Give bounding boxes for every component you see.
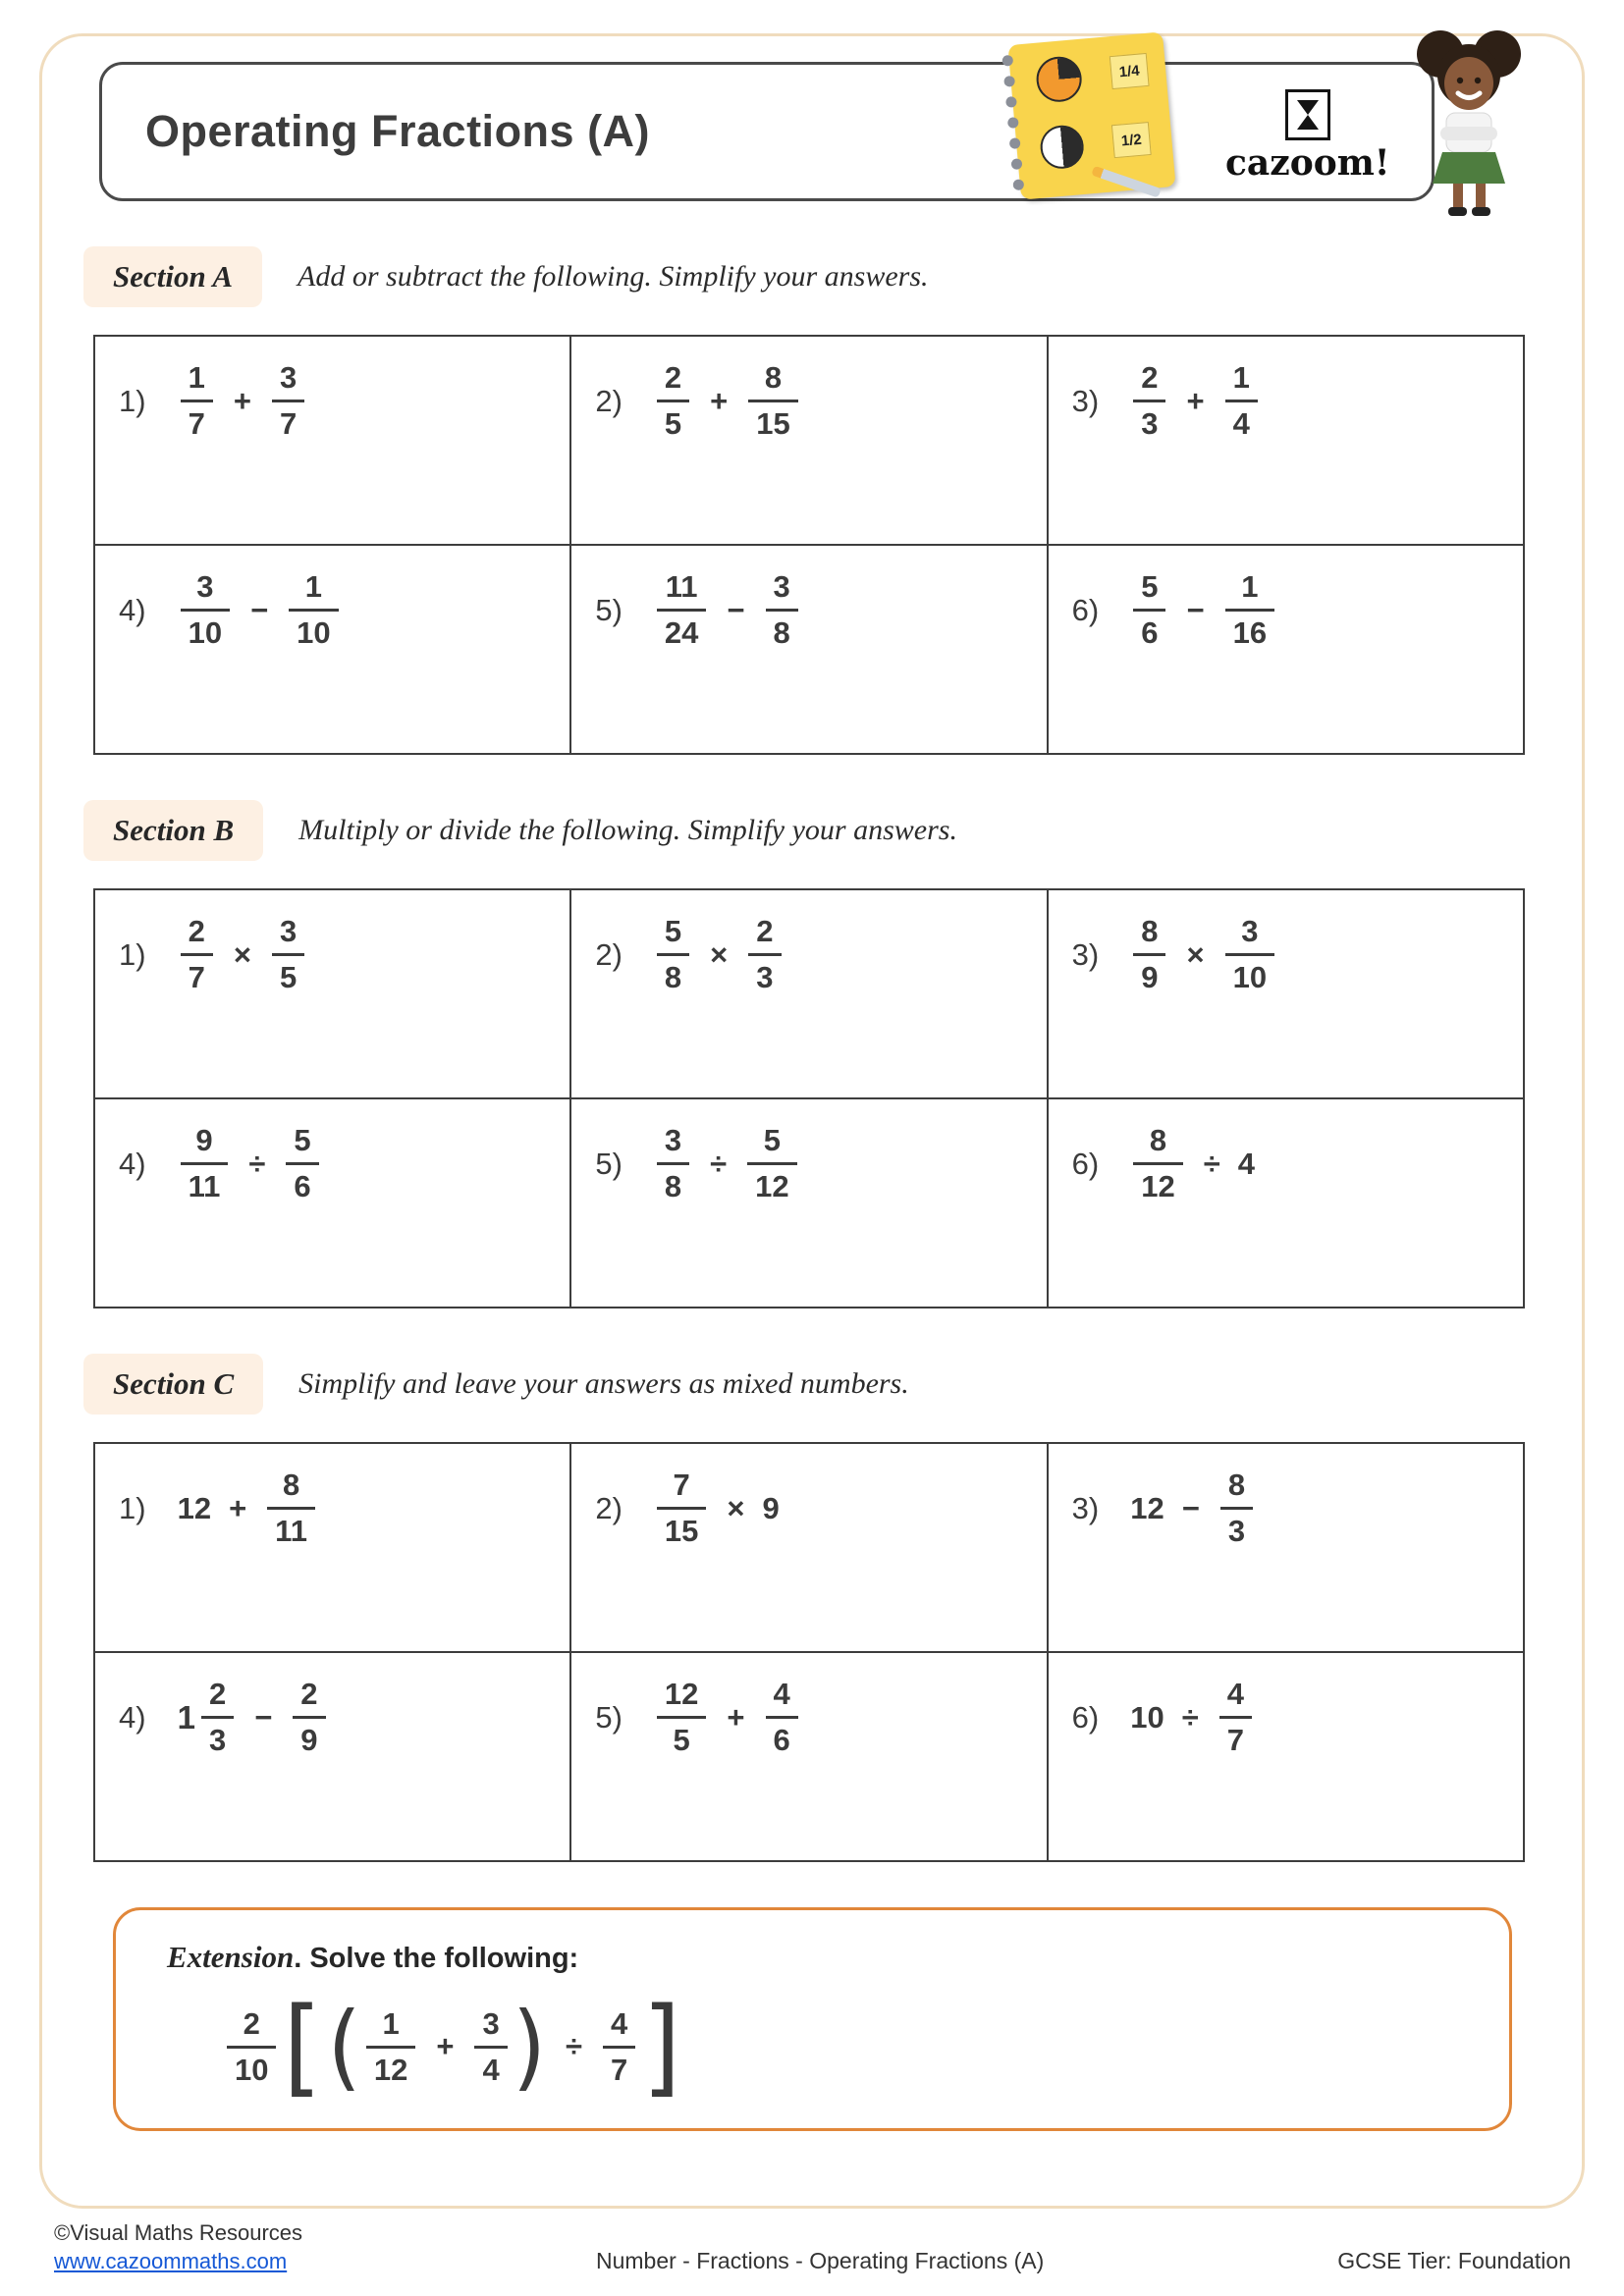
- problem-number: 1): [119, 1490, 146, 1525]
- notepad-quarter-label: 1/4: [1110, 53, 1150, 89]
- fraction-denominator: 8: [773, 615, 790, 650]
- operator: ÷: [1203, 1146, 1220, 1181]
- fraction-denominator: 5: [279, 960, 298, 994]
- section-instruction: Add or subtract the following. Simplify your answers.: [298, 260, 929, 293]
- girl-illustration: [1405, 27, 1533, 223]
- whole-number: 12: [1130, 1490, 1164, 1525]
- fraction: [1133, 569, 1165, 651]
- problem-number: 4): [119, 1146, 146, 1181]
- fraction-numerator: 4: [766, 1677, 798, 1719]
- fraction: [657, 1468, 706, 1549]
- fraction-numerator: 11: [657, 569, 706, 612]
- operator: ÷: [566, 2029, 583, 2063]
- mixed-whole: 1: [177, 1698, 195, 1735]
- operator: −: [1186, 592, 1205, 627]
- fraction-numerator: 5: [657, 914, 689, 956]
- problem-expression: [178, 1468, 318, 1549]
- fraction-numerator: 3: [272, 360, 304, 402]
- fraction-numerator: 3: [657, 1123, 689, 1165]
- problem-expression: [654, 914, 785, 995]
- problem-cell: [570, 545, 1047, 754]
- fraction-numerator: 1: [181, 360, 213, 402]
- fraction-denominator: 5: [673, 1723, 690, 1757]
- fraction: [293, 1677, 325, 1758]
- problem-expression: [178, 569, 342, 651]
- problem-expression: [178, 1123, 322, 1204]
- whole-number: 9: [762, 1490, 780, 1525]
- problem-expression: [1130, 1677, 1255, 1758]
- problem-number: 5): [595, 1146, 623, 1181]
- problem-expression: [178, 914, 308, 995]
- problem-cell: [1048, 1098, 1524, 1308]
- fraction: [181, 914, 213, 995]
- footer-url-link[interactable]: www.cazoommaths.com: [54, 2249, 288, 2273]
- fraction: [1133, 914, 1165, 995]
- fraction-denominator: 12: [755, 1169, 789, 1203]
- parenthesis: ): [512, 1992, 547, 2102]
- fraction: [1219, 1677, 1252, 1758]
- fraction: [272, 914, 304, 995]
- fraction-denominator: 7: [611, 2052, 628, 2087]
- problem-cell: [94, 545, 570, 754]
- problem-number: 6): [1071, 592, 1100, 627]
- fraction-numerator: 5: [1133, 569, 1165, 612]
- fraction: [286, 1123, 318, 1204]
- fraction-numerator: 7: [657, 1468, 706, 1510]
- fraction: [1225, 360, 1258, 442]
- extension-expression: [224, 1984, 1470, 2109]
- fraction: [1225, 569, 1274, 651]
- problem-expression: [178, 1677, 329, 1758]
- logo-text: cazoom!: [1225, 142, 1390, 184]
- whole-number: 12: [177, 1490, 212, 1525]
- extension-instruction: . Solve the following:: [294, 1943, 579, 1974]
- bracket: ]: [642, 1984, 681, 2109]
- problem-cell: [1048, 545, 1524, 754]
- fraction-denominator: 8: [664, 1169, 682, 1203]
- fraction-numerator: 8: [1133, 1123, 1182, 1165]
- operator: ÷: [248, 1146, 266, 1181]
- fraction: [748, 360, 797, 442]
- fraction-numerator: 4: [603, 2006, 635, 2049]
- problem-cell: [94, 1652, 570, 1861]
- section-label: Section B: [83, 800, 263, 861]
- fraction-denominator: 9: [300, 1723, 318, 1757]
- problem-cell: [94, 336, 570, 545]
- cazoom-logo: [1225, 89, 1390, 184]
- fraction: [657, 360, 689, 442]
- operator: −: [727, 592, 745, 627]
- fraction-denominator: 10: [235, 2052, 269, 2087]
- problem-cell: [570, 336, 1047, 545]
- operator: ×: [710, 936, 729, 972]
- problem-number: 1): [119, 383, 146, 418]
- section-a: [42, 246, 1582, 755]
- hourglass-icon: [1285, 89, 1330, 140]
- fraction-numerator: 5: [286, 1123, 318, 1165]
- fraction-numerator: 2: [181, 914, 213, 956]
- fraction-denominator: 10: [1232, 960, 1268, 994]
- problem-number: 2): [595, 1490, 623, 1525]
- fraction-denominator: 15: [664, 1514, 699, 1548]
- fraction-denominator: 6: [773, 1723, 790, 1757]
- footer-left: [54, 2220, 302, 2274]
- problems-table: [93, 1442, 1525, 1862]
- problem-number: 4): [119, 592, 146, 627]
- fraction-numerator: 3: [474, 2006, 507, 2049]
- fraction-numerator: 8: [267, 1468, 315, 1510]
- fraction-numerator: 3: [1225, 914, 1274, 956]
- mixed-number: [178, 1677, 238, 1758]
- problem-number: 2): [595, 383, 623, 418]
- fraction-numerator: 12: [657, 1677, 706, 1719]
- fraction: [657, 1123, 689, 1204]
- fraction: [201, 1677, 234, 1758]
- problem-expression: [1130, 360, 1261, 442]
- fraction-denominator: 3: [1141, 406, 1159, 441]
- operator: +: [727, 1699, 745, 1735]
- fraction-denominator: 16: [1232, 615, 1268, 650]
- operator: +: [233, 383, 251, 418]
- section-b: [42, 800, 1582, 1308]
- fraction: [748, 914, 781, 995]
- operator: ×: [727, 1490, 745, 1525]
- problems-table: [93, 888, 1525, 1308]
- section-instruction: Simplify and leave your answers as mixed numbers.: [298, 1367, 909, 1400]
- operator: +: [436, 2029, 455, 2063]
- fraction: [289, 569, 338, 651]
- footer-copyright: ©Visual Maths Resources: [54, 2220, 303, 2245]
- fraction-numerator: 8: [1220, 1468, 1253, 1510]
- problem-expression: [178, 360, 308, 442]
- operator: ÷: [710, 1146, 728, 1181]
- problem-expression: [1130, 1123, 1255, 1204]
- notepad-icon: [1007, 31, 1175, 199]
- section-instruction: Multiply or divide the following. Simplify your answers.: [298, 814, 957, 846]
- fraction: [267, 1468, 315, 1549]
- whole-number: 10: [1130, 1699, 1164, 1735]
- page-title: Operating Fractions (A): [145, 106, 651, 156]
- section-label: Section A: [83, 246, 262, 307]
- problem-number: 4): [119, 1699, 146, 1735]
- fraction: [227, 2006, 276, 2088]
- fraction-numerator: 4: [1219, 1677, 1252, 1719]
- operator: −: [1181, 1490, 1200, 1525]
- section-c: [42, 1354, 1582, 1862]
- problems-table: [93, 335, 1525, 755]
- problem-cell: [1048, 336, 1524, 545]
- problem-number: 6): [1071, 1146, 1100, 1181]
- operator: −: [250, 592, 269, 627]
- bracket: [: [283, 1984, 322, 2109]
- fraction-denominator: 12: [1141, 1169, 1175, 1203]
- quarter-pie-icon: [1035, 55, 1084, 104]
- fraction: [366, 2006, 415, 2088]
- fraction-denominator: 15: [756, 406, 790, 441]
- fraction-numerator: 8: [1133, 914, 1165, 956]
- problem-number: 3): [1071, 1490, 1100, 1525]
- fraction-numerator: 2: [748, 914, 781, 956]
- fraction-numerator: 3: [766, 569, 798, 612]
- fraction-denominator: 9: [1141, 960, 1159, 994]
- section-b-head: [83, 800, 1582, 861]
- problem-number: 3): [1071, 936, 1100, 972]
- whole-number: 4: [1237, 1146, 1255, 1181]
- operator: −: [254, 1699, 273, 1735]
- fraction-denominator: 3: [1227, 1514, 1246, 1548]
- fraction-denominator: 7: [188, 406, 205, 441]
- problem-cell: [570, 1443, 1047, 1652]
- problem-expression: [654, 1677, 801, 1758]
- operator: +: [710, 383, 729, 418]
- fraction-numerator: 3: [181, 569, 230, 612]
- operator: +: [1186, 383, 1205, 418]
- fraction-denominator: 3: [208, 1723, 227, 1757]
- operator: ×: [1186, 936, 1205, 972]
- fraction-numerator: 1: [1225, 360, 1258, 402]
- fraction-numerator: 1: [1225, 569, 1274, 612]
- fraction: [657, 569, 706, 651]
- fraction: [747, 1123, 796, 1204]
- section-a-head: [83, 246, 1582, 307]
- fraction: [603, 2006, 635, 2088]
- fraction-numerator: 1: [289, 569, 338, 612]
- section-c-head: [83, 1354, 1582, 1415]
- fraction: [1225, 914, 1274, 995]
- extension-box: [113, 1907, 1512, 2131]
- problem-number: 5): [595, 1699, 623, 1735]
- fraction: [181, 360, 213, 442]
- problem-cell: [1048, 1652, 1524, 1861]
- fraction-denominator: 4: [482, 2052, 500, 2087]
- problem-cell: [570, 1652, 1047, 1861]
- extension-head: [167, 1940, 1470, 1975]
- problem-expression: [1130, 1468, 1256, 1549]
- fraction: [657, 1677, 706, 1758]
- operator: +: [229, 1490, 247, 1525]
- problem-cell: [1048, 889, 1524, 1098]
- fraction-denominator: 11: [275, 1514, 307, 1548]
- fraction-denominator: 10: [188, 615, 223, 650]
- problem-expression: [1130, 914, 1277, 995]
- fraction: [181, 569, 230, 651]
- fraction-numerator: 1: [366, 2006, 415, 2049]
- fraction-numerator: 9: [181, 1123, 229, 1165]
- notepad-half-label: 1/2: [1111, 122, 1152, 158]
- fraction: [766, 569, 798, 651]
- fraction-denominator: 11: [188, 1169, 221, 1203]
- fraction-numerator: 2: [657, 360, 689, 402]
- problem-number: 5): [595, 592, 623, 627]
- fraction-denominator: 8: [664, 960, 682, 994]
- fraction-numerator: 2: [201, 1677, 234, 1719]
- problem-expression: [654, 1468, 780, 1549]
- footer: [54, 2220, 1571, 2274]
- problem-expression: [1130, 569, 1277, 651]
- problem-cell: [1048, 1443, 1524, 1652]
- fraction-denominator: 7: [188, 960, 205, 994]
- parenthesis: (: [327, 1992, 361, 2102]
- problem-number: 3): [1071, 383, 1100, 418]
- problem-cell: [94, 1098, 570, 1308]
- fraction-denominator: 24: [664, 615, 699, 650]
- fraction-numerator: 8: [748, 360, 797, 402]
- fraction-numerator: 5: [747, 1123, 796, 1165]
- fraction: [474, 2006, 507, 2088]
- problem-cell: [94, 889, 570, 1098]
- section-label: Section C: [83, 1354, 263, 1415]
- fraction-numerator: 3: [272, 914, 304, 956]
- fraction-denominator: 6: [1141, 615, 1159, 650]
- problem-cell: [570, 889, 1047, 1098]
- footer-center-text: Number - Fractions - Operating Fractions (A): [595, 2248, 1045, 2273]
- fraction: [1133, 1123, 1182, 1204]
- worksheet-frame: [39, 33, 1585, 2209]
- fraction-denominator: 4: [1232, 406, 1250, 441]
- problem-number: 6): [1071, 1699, 1100, 1735]
- fraction: [1220, 1468, 1253, 1549]
- extension-label: Extension: [167, 1940, 295, 1974]
- fraction-denominator: 5: [664, 406, 682, 441]
- fraction: [272, 360, 304, 442]
- problem-expression: [654, 360, 801, 442]
- fraction: [181, 1123, 229, 1204]
- half-pie-icon: [1039, 124, 1086, 171]
- operator: ÷: [1181, 1699, 1199, 1735]
- footer-tier-text: GCSE Tier: Foundation: [1337, 2248, 1571, 2273]
- problem-cell: [94, 1443, 570, 1652]
- fraction-denominator: 7: [279, 406, 298, 441]
- fraction-denominator: 7: [1226, 1723, 1244, 1757]
- fraction-denominator: 12: [373, 2052, 408, 2087]
- fraction: [657, 914, 689, 995]
- fraction-numerator: 2: [227, 2006, 276, 2049]
- fraction: [1133, 360, 1165, 442]
- problem-expression: [654, 1123, 800, 1204]
- problem-cell: [570, 1098, 1047, 1308]
- fraction-numerator: 2: [1133, 360, 1165, 402]
- fraction-denominator: 3: [756, 960, 774, 994]
- problem-number: 2): [595, 936, 623, 972]
- operator: ×: [233, 936, 251, 972]
- fraction-denominator: 10: [297, 615, 331, 650]
- problem-number: 1): [119, 936, 146, 972]
- fraction-denominator: 6: [294, 1169, 311, 1203]
- fraction-numerator: 2: [293, 1677, 325, 1719]
- fraction: [766, 1677, 798, 1758]
- problem-expression: [654, 569, 801, 651]
